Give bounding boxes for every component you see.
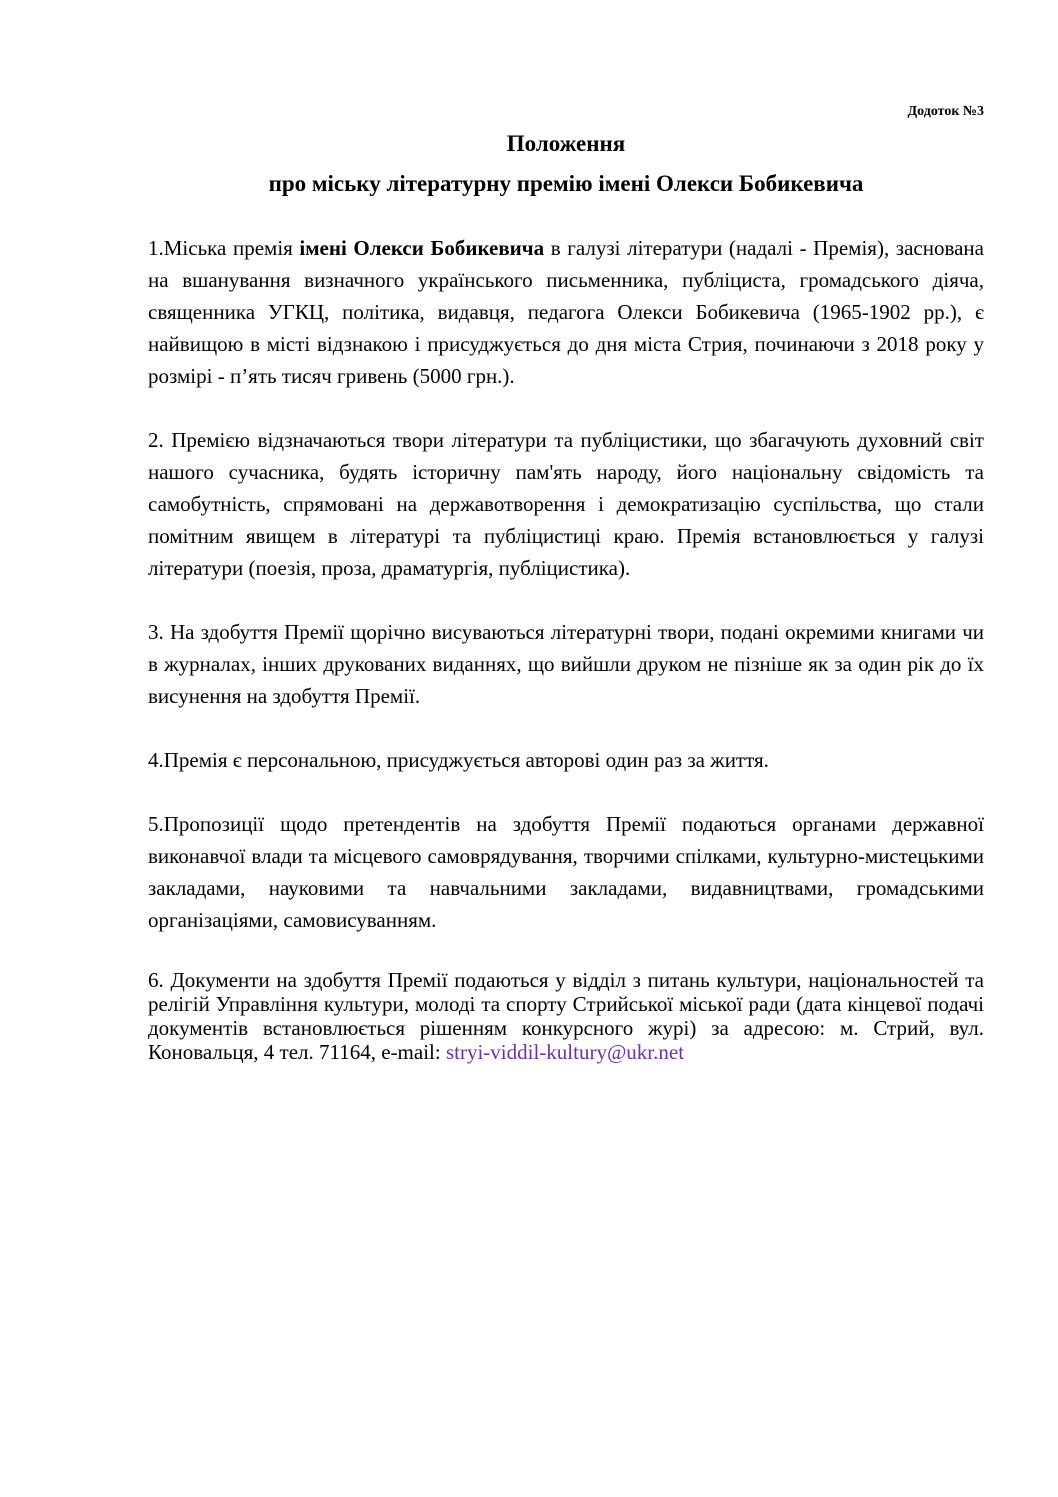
paragraph-6-text: 6. Документи на здобуття Премії подаються у відділ з питань культури, національностей та релігій Управління культури, молоді та спорту Стрийської міської ради (дата кінцевої подачі документів встановлюється рішенням конкурсного журі) за адресою: м. Стрий, вул. Коновальця, 4 тел. 71164, e-mail: bbox=[148, 968, 984, 1064]
document-body bbox=[148, 232, 984, 1064]
document-title: Положення bbox=[506, 131, 626, 156]
award-name-bold: імені Олекси Бобикевича bbox=[299, 236, 545, 260]
paragraph-1-prefix: 1.Міська премія bbox=[148, 236, 300, 260]
appendix-label: Додоток №3 bbox=[907, 104, 984, 119]
paragraph-6 bbox=[148, 968, 984, 1064]
paragraph-4: 4.Премія є персональною, присуджується авторові один раз за життя. bbox=[148, 748, 769, 772]
document-page bbox=[148, 100, 984, 1096]
document-subtitle: про міську літературну премію імені Олекси Бобикевича bbox=[268, 171, 864, 196]
paragraph-3: 3. На здобуття Премії щорічно висуваються літературні твори, подані окремими книгами чи в журналах, інших друкованих виданнях, що вийшли друком не пізніше як за один рік до їх висунення на здобуття Премії. bbox=[148, 620, 984, 708]
paragraph-1-suffix: в галузі літератури (надалі - Премія), заснована на вшанування визначного українського письменника, публіциста, громадського діяча, священника УГКЦ, політика, видавця, педагога Олекси Бобикевича (1965-1902 рр.), є найвищою в місті відзнакою і присуджується до дня міста Стрия, починаючи з 2018 року у розмірі - п’ять тисяч гривень (5000 грн.). bbox=[148, 236, 984, 388]
paragraph-1 bbox=[148, 232, 984, 392]
email-link[interactable]: stryi-viddil-kultury@ukr.net bbox=[445, 1040, 685, 1064]
paragraph-5: 5.Пропозиції щодо претендентів на здобуття Премії подаються органами державної виконавчої влади та місцевого самоврядування, творчими спілками, культурно-мистецькими закладами, науковими та навчальними закладами, видавництвами, громадськими організаціями, самовисуванням. bbox=[148, 812, 984, 932]
paragraph-2: 2. Премією відзначаються твори літератури та публіцистики, що збагачують духовний світ нашого сучасника, будять історичну пам'ять народу, його національну свідомість та самобутність, спрямовані на державотворення і демократизацію суспільства, що стали помітним явищем в літературі та публіцистиці краю. Премія встановлюється у галузі літератури (поезія, проза, драматургія, публіцистика). bbox=[148, 428, 984, 580]
